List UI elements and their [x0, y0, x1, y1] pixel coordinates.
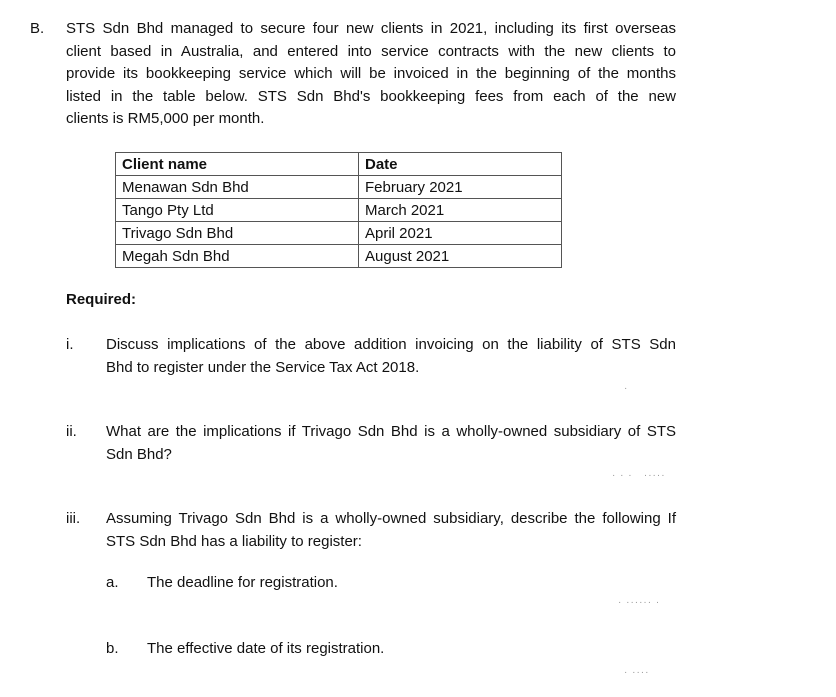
table-row — [116, 176, 562, 199]
question-number: ii. — [66, 423, 77, 440]
client-name-cell: Menawan Sdn Bhd — [116, 176, 359, 199]
sub-question-letter: b. — [106, 640, 119, 657]
table-row — [116, 199, 562, 222]
faint-mark: · — [624, 383, 629, 394]
column-header-client-name: Client name — [116, 153, 359, 176]
faint-mark: · · · ····· — [612, 470, 666, 481]
question-line: Bhd to register under the Service Tax Act 2018. — [106, 358, 420, 376]
intro-paragraph — [66, 18, 676, 131]
intro-line: provide its bookkeeping service which will be invoiced in the beginning of the months — [66, 65, 676, 82]
table-row — [116, 245, 562, 268]
question-number: i. — [66, 336, 74, 353]
intro-line: STS Sdn Bhd managed to secure four new clients in 2021, including its first overseas — [66, 20, 676, 37]
question-line: Assuming Trivago Sdn Bhd is a wholly-owned subsidiary, describe the following If — [106, 510, 676, 527]
question-text — [106, 334, 676, 379]
table-row — [116, 222, 562, 245]
question-line: Discuss implications of the above addition invoicing on the liability of STS Sdn — [106, 336, 676, 353]
table-header-row — [116, 153, 562, 176]
client-name-cell: Trivago Sdn Bhd — [116, 222, 359, 245]
faint-mark: · ······ · — [618, 597, 661, 608]
client-name-cell: Megah Sdn Bhd — [116, 245, 359, 268]
date-cell: April 2021 — [359, 222, 562, 245]
faint-mark: · ···· — [624, 667, 650, 678]
question-line: STS Sdn Bhd has a liability to register: — [106, 532, 362, 550]
section-letter: B. — [30, 20, 45, 37]
sub-question-text: The effective date of its registration. — [147, 640, 385, 657]
client-name-cell: Tango Pty Ltd — [116, 199, 359, 222]
client-table — [115, 152, 562, 268]
intro-line: client based in Australia, and entered into service contracts with the new clients to — [66, 42, 676, 60]
required-heading: Required: — [66, 291, 137, 308]
sub-question-letter: a. — [106, 574, 119, 591]
sub-question-text: The deadline for registration. — [147, 574, 338, 591]
question-number: iii. — [66, 510, 81, 527]
question-line: Sdn Bhd? — [106, 445, 172, 463]
date-cell: August 2021 — [359, 245, 562, 268]
intro-line: listed in the table below. STS Sdn Bhd's bookkeeping fees from each of the new — [66, 87, 676, 105]
intro-line: clients is RM5,000 per month. — [66, 110, 265, 127]
date-cell: March 2021 — [359, 199, 562, 222]
question-text — [106, 508, 676, 553]
column-header-date: Date — [359, 153, 562, 176]
date-cell: February 2021 — [359, 176, 562, 199]
question-line: What are the implications if Trivago Sdn Bhd is a wholly-owned subsidiary of STS — [106, 423, 676, 440]
question-text — [106, 421, 676, 466]
